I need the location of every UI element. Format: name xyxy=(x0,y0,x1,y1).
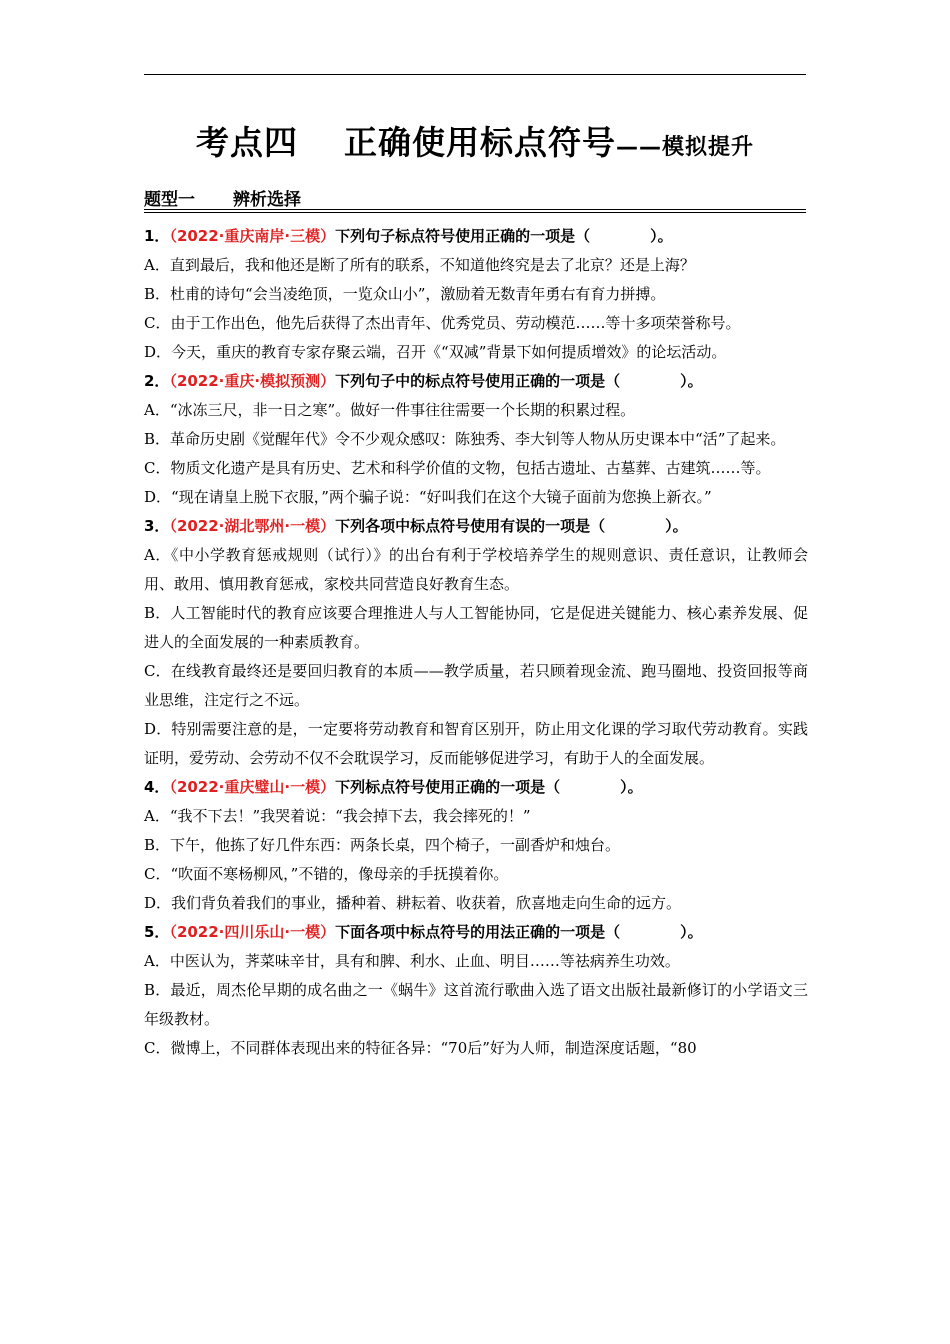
question-2 xyxy=(144,367,808,512)
option-d: D．我们背负着我们的事业，播种着、耕耘着、收获着，欣喜地走向生命的远方。 xyxy=(144,894,682,912)
option-b: B．下午，他拣了好几件东西：两条长桌，四个椅子，一副香炉和烛台。 xyxy=(144,836,621,854)
section-rule xyxy=(144,212,806,213)
question-stem xyxy=(144,918,808,947)
question-text: 下列各项中标点符号使用有误的一项是（ ）。 xyxy=(335,517,688,535)
question-number: 1． xyxy=(144,227,170,245)
question-stem xyxy=(144,512,808,541)
option-d: D．“现在请皇上脱下衣服，”两个骗子说：“好叫我们在这个大镜子面前为您换上新衣。” xyxy=(144,488,712,506)
title-topic: 正确使用标点符号 xyxy=(343,123,616,162)
section-label: 题型一 xyxy=(144,190,195,210)
option-b: B．人工智能时代的教育应该要合理推进人与人工智能协同，它是促进关键能力、核心素养发展、促进人的全面发展的一种素质教育。 xyxy=(144,604,808,651)
question-source: （2022·重庆璧山·一模） xyxy=(169,778,336,796)
option-a: A．中医认为，荠菜味辛甘，具有和脾、利水、止血、明目……等祛病养生功效。 xyxy=(144,952,680,970)
question-text: 下列句子标点符号使用正确的一项是（ ）。 xyxy=(335,227,673,245)
option-c: C．“吹面不寒杨柳风，”不错的，像母亲的手抚摸着你。 xyxy=(144,865,509,883)
title-main: 考点四 xyxy=(195,123,298,162)
question-text: 下列句子中的标点符号使用正确的一项是（ ）。 xyxy=(335,372,703,390)
option-b: B．杜甫的诗句“会当凌绝顶，一览众山小”，激励着无数青年勇右有育力拼搏。 xyxy=(144,285,666,303)
question-number: 4． xyxy=(144,778,170,796)
question-number: 3． xyxy=(144,517,170,535)
option-a: A．直到最后，我和他还是断了所有的联系，不知道他终究是去了北京？还是上海？ xyxy=(144,256,695,274)
question-1 xyxy=(144,222,808,367)
question-4 xyxy=(144,773,808,918)
option-d: D．特别需要注意的是，一定要将劳动教育和智育区别开，防止用文化课的学习取代劳动教育。实践证明，爱劳动、会劳动不仅不会耽误学习，反而能够促进学习，有助于人的全面发展。 xyxy=(144,720,808,767)
title-subtitle: ——模拟提升 xyxy=(615,135,754,160)
question-3 xyxy=(144,512,808,773)
page-title xyxy=(0,118,950,174)
question-5 xyxy=(144,918,808,1063)
question-number: 5． xyxy=(144,923,170,941)
header-rule xyxy=(144,74,806,75)
option-a: A．《中小学教育惩戒规则（试行）》的出台有利于学校培养学生的规则意识、责任意识，让教师会用、敢用、慎用教育惩戒，家校共同营造良好教育生态。 xyxy=(144,546,808,593)
section-rule xyxy=(144,209,806,210)
question-source: （2022·重庆·模拟预测） xyxy=(169,372,336,390)
option-a: A．“我不下去！”我哭着说：“我会掉下去，我会摔死的！” xyxy=(144,807,531,825)
option-c: C．在线教育最终还是要回归教育的本质——教学质量，若只顾着现金流、跑马圈地、投资回报等商业思维，注定行之不远。 xyxy=(144,662,808,709)
question-stem xyxy=(144,773,808,802)
option-c: C．由于工作出色，他先后获得了杰出青年、优秀党员、劳动模范……等十多项荣誉称号。 xyxy=(144,314,741,332)
option-b: B．最近，周杰伦早期的成名曲之一《蜗牛》这首流行歌曲入选了语文出版社最新修订的小学语文三年级教材。 xyxy=(144,981,808,1028)
question-text: 下面各项中标点符号的用法正确的一项是（ ）。 xyxy=(335,923,703,941)
question-text: 下列标点符号使用正确的一项是（ ）。 xyxy=(335,778,643,796)
question-list xyxy=(144,222,808,1063)
option-c: C．物质文化遗产是具有历史、艺术和科学价值的文物，包括古遗址、古墓葬、古建筑……等。 xyxy=(144,459,771,477)
option-d: D．今天，重庆的教育专家存聚云端，召开《“双减”背景下如何提质增效》的论坛活动。 xyxy=(144,343,727,361)
option-a: A．“冰冻三尺，非一日之寒”。做好一件事往往需要一个长期的积累过程。 xyxy=(144,401,636,419)
question-stem xyxy=(144,367,808,396)
section-name: 辨析选择 xyxy=(233,190,301,210)
question-source: （2022·湖北鄂州·一模） xyxy=(169,517,336,535)
option-b: B．革命历史剧《觉醒年代》令不少观众感叹：陈独秀、李大钊等人物从历史课本中“活”了起来。 xyxy=(144,430,786,448)
option-c: C．微博上，不同群体表现出来的特征各异：“70后”好为人师，制造深度话题，“80 xyxy=(144,1039,697,1057)
question-number: 2． xyxy=(144,372,170,390)
question-stem xyxy=(144,222,808,251)
question-source: （2022·重庆南岸·三模） xyxy=(169,227,336,245)
question-source: （2022·四川乐山·一模） xyxy=(169,923,336,941)
